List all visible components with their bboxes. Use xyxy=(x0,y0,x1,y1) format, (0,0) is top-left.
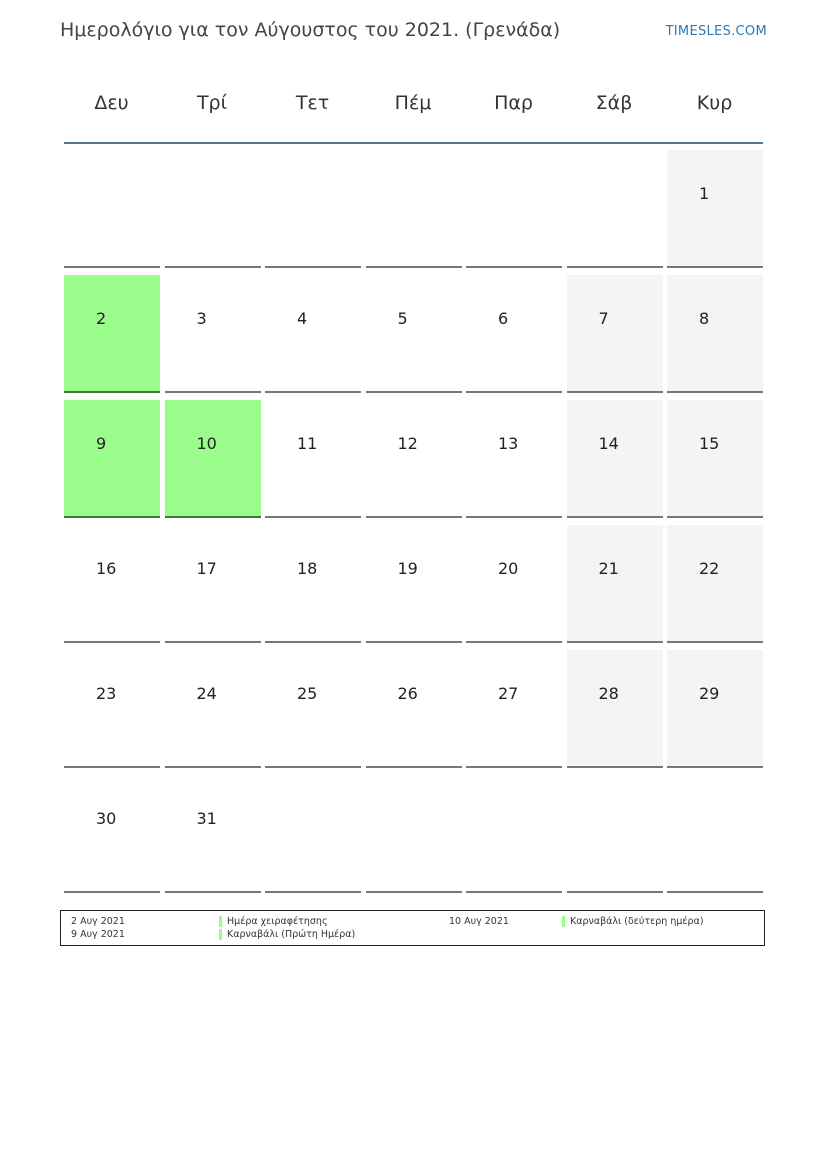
day-cell[interactable] xyxy=(165,650,261,768)
legend-date: 10 Αυγ 2021 xyxy=(449,916,509,927)
weekday-sat: Σάβ xyxy=(595,92,633,114)
legend-date: 2 Αυγ 2021 xyxy=(71,916,125,927)
day-number: 30 xyxy=(96,809,117,828)
day-number: 15 xyxy=(699,434,720,453)
holiday-legend xyxy=(60,910,765,946)
weekday-sun: Κυρ xyxy=(696,92,733,114)
empty-day-cell xyxy=(567,775,663,893)
day-number: 17 xyxy=(196,559,217,578)
day-number: 8 xyxy=(699,309,710,328)
day-cell[interactable] xyxy=(567,400,663,518)
day-number: 28 xyxy=(598,684,619,703)
day-number: 29 xyxy=(699,684,720,703)
legend-holiday-name: Καρναβάλι (δεύτερη ημέρα) xyxy=(570,916,704,927)
day-cell[interactable] xyxy=(165,525,261,643)
day-number: 13 xyxy=(498,434,519,453)
day-number: 31 xyxy=(196,809,217,828)
empty-day-cell xyxy=(567,150,663,268)
day-number: 23 xyxy=(96,684,117,703)
empty-day-cell xyxy=(667,775,763,893)
day-number: 11 xyxy=(297,434,318,453)
day-cell[interactable] xyxy=(366,650,462,768)
day-cell[interactable] xyxy=(64,400,160,518)
legend-color-marker xyxy=(219,929,222,940)
empty-day-cell xyxy=(165,150,261,268)
empty-day-cell xyxy=(366,775,462,893)
weekday-fri: Παρ xyxy=(494,92,533,114)
day-cell[interactable] xyxy=(466,275,562,393)
day-cell[interactable] xyxy=(265,650,361,768)
day-cell[interactable] xyxy=(567,525,663,643)
weekday-header xyxy=(64,80,763,144)
day-cell[interactable] xyxy=(64,775,160,893)
weekday-tue: Τρί xyxy=(196,92,228,114)
day-number: 12 xyxy=(397,434,418,453)
empty-day-cell xyxy=(265,775,361,893)
day-cell[interactable] xyxy=(466,650,562,768)
day-cell[interactable] xyxy=(366,275,462,393)
weekday-thu: Πέμ xyxy=(394,92,432,114)
day-cell[interactable] xyxy=(667,275,763,393)
weekday-wed: Τετ xyxy=(295,92,330,114)
day-cell[interactable] xyxy=(667,400,763,518)
day-number: 19 xyxy=(397,559,418,578)
day-number: 24 xyxy=(196,684,217,703)
day-number: 7 xyxy=(598,309,609,328)
legend-date: 9 Αυγ 2021 xyxy=(71,929,125,940)
day-cell[interactable] xyxy=(466,525,562,643)
day-number: 16 xyxy=(96,559,117,578)
page-title: Ημερολόγιο για τον Αύγουστος του 2021. (Γρενάδα) xyxy=(60,19,561,41)
empty-day-cell xyxy=(64,150,160,268)
day-cell[interactable] xyxy=(64,275,160,393)
day-cell[interactable] xyxy=(366,525,462,643)
day-cell[interactable] xyxy=(64,650,160,768)
brand-link[interactable]: TIMESLES.COM xyxy=(665,24,767,39)
day-number: 21 xyxy=(598,559,619,578)
day-cell[interactable] xyxy=(567,275,663,393)
day-cell[interactable] xyxy=(165,775,261,893)
day-cell[interactable] xyxy=(265,400,361,518)
weekday-mon: Δευ xyxy=(94,92,129,114)
day-number: 10 xyxy=(196,434,217,453)
empty-day-cell xyxy=(466,775,562,893)
day-number: 20 xyxy=(498,559,519,578)
day-number: 3 xyxy=(196,309,207,328)
day-cell[interactable] xyxy=(567,650,663,768)
day-cell[interactable] xyxy=(265,275,361,393)
day-number: 2 xyxy=(96,309,107,328)
day-number: 27 xyxy=(498,684,519,703)
day-cell[interactable] xyxy=(667,525,763,643)
day-cell[interactable] xyxy=(667,650,763,768)
day-number: 26 xyxy=(397,684,418,703)
legend-holiday-name: Ημέρα χειραφέτησης xyxy=(227,916,328,927)
day-number: 25 xyxy=(297,684,318,703)
day-number: 1 xyxy=(699,184,710,203)
legend-color-marker xyxy=(219,916,222,927)
day-number: 4 xyxy=(297,309,308,328)
day-cell[interactable] xyxy=(64,525,160,643)
day-cell[interactable] xyxy=(466,400,562,518)
day-number: 14 xyxy=(598,434,619,453)
day-number: 5 xyxy=(397,309,408,328)
day-number: 9 xyxy=(96,434,107,453)
day-cell[interactable] xyxy=(265,525,361,643)
legend-holiday-name: Καρναβάλι (Πρώτη Ημέρα) xyxy=(227,929,356,940)
day-cell[interactable] xyxy=(667,150,763,268)
day-number: 18 xyxy=(297,559,318,578)
legend-color-marker xyxy=(562,916,565,927)
empty-day-cell xyxy=(265,150,361,268)
day-number: 22 xyxy=(699,559,720,578)
day-cell[interactable] xyxy=(165,275,261,393)
empty-day-cell xyxy=(366,150,462,268)
day-number: 6 xyxy=(498,309,509,328)
day-cell[interactable] xyxy=(165,400,261,518)
day-cell[interactable] xyxy=(366,400,462,518)
empty-day-cell xyxy=(466,150,562,268)
